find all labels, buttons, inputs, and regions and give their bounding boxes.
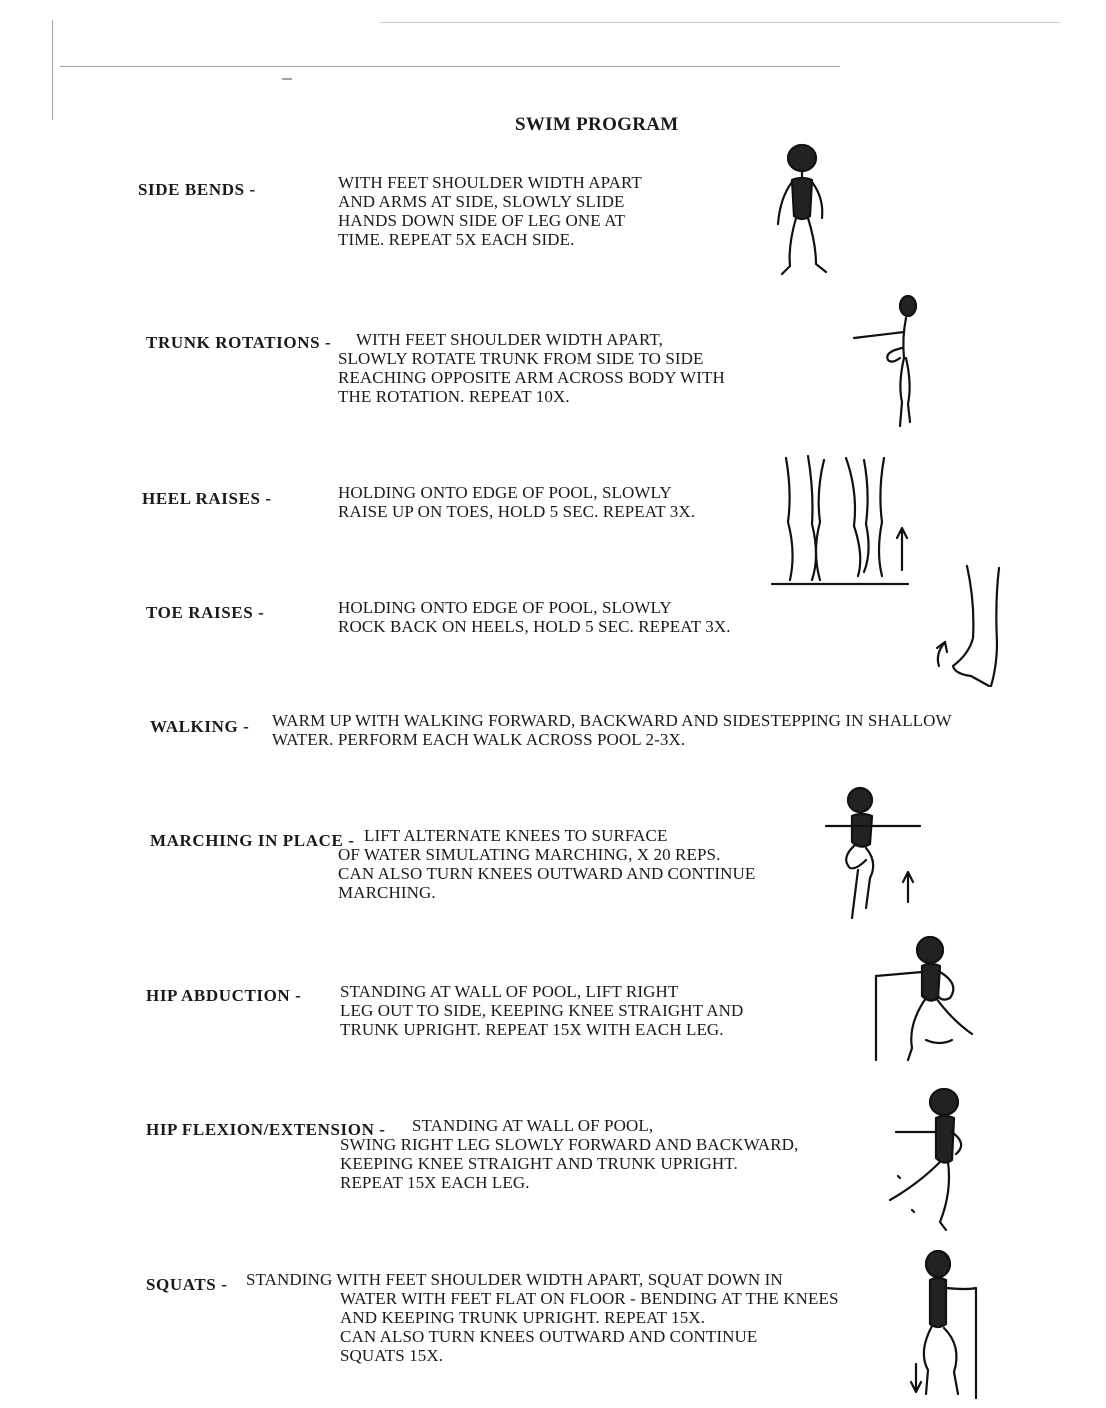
scan-artifact-line [52, 20, 53, 120]
exercise-instruction-line: REPEAT 15X EACH LEG. [340, 1173, 530, 1192]
standing-person-side-bend-icon [760, 138, 840, 288]
exercise-instruction-line: HOLDING ONTO EDGE OF POOL, SLOWLY [338, 483, 672, 502]
hip-abduction-person-icon [868, 928, 978, 1068]
exercise-instruction-line: HANDS DOWN SIDE OF LEG ONE AT [338, 211, 626, 230]
exercise-instruction-line: AND ARMS AT SIDE, SLOWLY SLIDE [338, 192, 625, 211]
exercise-instruction-line: THE ROTATION. REPEAT 10X. [338, 387, 570, 406]
exercise-instruction-line: AND KEEPING TRUNK UPRIGHT. REPEAT 15X. [340, 1308, 706, 1327]
exercise-name: SIDE BENDS - [138, 180, 256, 199]
exercise-instruction-line: WARM UP WITH WALKING FORWARD, BACKWARD AND SIDESTEPPING IN SHALLOW [272, 711, 952, 730]
exercise-instruction-line: HOLDING ONTO EDGE OF POOL, SLOWLY [338, 598, 672, 617]
squat-person-icon [908, 1244, 988, 1404]
exercise-instruction-line: STANDING AT WALL OF POOL, [412, 1116, 654, 1135]
exercise-name: HEEL RAISES - [142, 489, 272, 508]
exercise-instruction-line: STANDING WITH FEET SHOULDER WIDTH APART, SQUAT DOWN IN [246, 1270, 783, 1289]
exercise-instruction-line: REACHING OPPOSITE ARM ACROSS BODY WITH [338, 368, 725, 387]
exercise-name: HIP ABDUCTION - [146, 986, 302, 1005]
exercise-instruction-line: TRUNK UPRIGHT. REPEAT 15X WITH EACH LEG. [340, 1020, 724, 1039]
trunk-rotation-person-icon [848, 292, 928, 432]
exercise-instruction-line: SQUATS 15X. [340, 1346, 444, 1365]
exercise-instruction-line: CAN ALSO TURN KNEES OUTWARD AND CONTINUE [338, 864, 756, 883]
exercise-instruction-line: ROCK BACK ON HEELS, HOLD 5 SEC. REPEAT 3X. [338, 617, 731, 636]
exercise-instruction-line: KEEPING KNEE STRAIGHT AND TRUNK UPRIGHT. [340, 1154, 738, 1173]
exercise-instruction-line: STANDING AT WALL OF POOL, LIFT RIGHT [340, 982, 679, 1001]
exercise-instruction-line: LEG OUT TO SIDE, KEEPING KNEE STRAIGHT AND [340, 1001, 744, 1020]
document-title: SWIM PROGRAM [515, 114, 679, 135]
hip-flexion-person-icon [882, 1082, 982, 1242]
scan-artifact-line [60, 66, 840, 67]
exercise-instruction-line: SWING RIGHT LEG SLOWLY FORWARD AND BACKWARD, [340, 1135, 799, 1154]
exercise-instruction-line: OF WATER SIMULATING MARCHING, X 20 REPS. [338, 845, 721, 864]
exercise-instruction-line: RAISE UP ON TOES, HOLD 5 SEC. REPEAT 3X. [338, 502, 696, 521]
exercise-instruction-line: WITH FEET SHOULDER WIDTH APART [338, 173, 642, 192]
toe-raise-leg-icon [925, 562, 1015, 694]
exercise-name: SQUATS - [146, 1275, 228, 1294]
exercise-name: TOE RAISES - [146, 603, 265, 622]
exercise-instruction-line: WATER WITH FEET FLAT ON FLOOR - BENDING AT THE KNEES [340, 1289, 839, 1308]
scan-artifact-line [282, 78, 292, 80]
exercise-instruction-line: WATER. PERFORM EACH WALK ACROSS POOL 2-3X. [272, 730, 686, 749]
scan-artifact-line [380, 22, 1060, 23]
exercise-name: TRUNK ROTATIONS - [146, 333, 332, 352]
exercise-instruction-line: SLOWLY ROTATE TRUNK FROM SIDE TO SIDE [338, 349, 704, 368]
exercise-name: MARCHING IN PLACE - [150, 831, 355, 850]
exercise-name: HIP FLEXION/EXTENSION - [146, 1120, 386, 1139]
exercise-instruction-line: LIFT ALTERNATE KNEES TO SURFACE [364, 826, 668, 845]
exercise-instruction-line: CAN ALSO TURN KNEES OUTWARD AND CONTINUE [340, 1327, 758, 1346]
exercise-instruction-line: MARCHING. [338, 883, 436, 902]
exercise-name: WALKING - [150, 717, 250, 736]
exercise-instruction-line: TIME. REPEAT 5X EACH SIDE. [338, 230, 575, 249]
exercise-instruction-line: WITH FEET SHOULDER WIDTH APART, [356, 330, 663, 349]
heel-raise-legs-icon [768, 452, 918, 588]
marching-person-icon [822, 778, 922, 928]
